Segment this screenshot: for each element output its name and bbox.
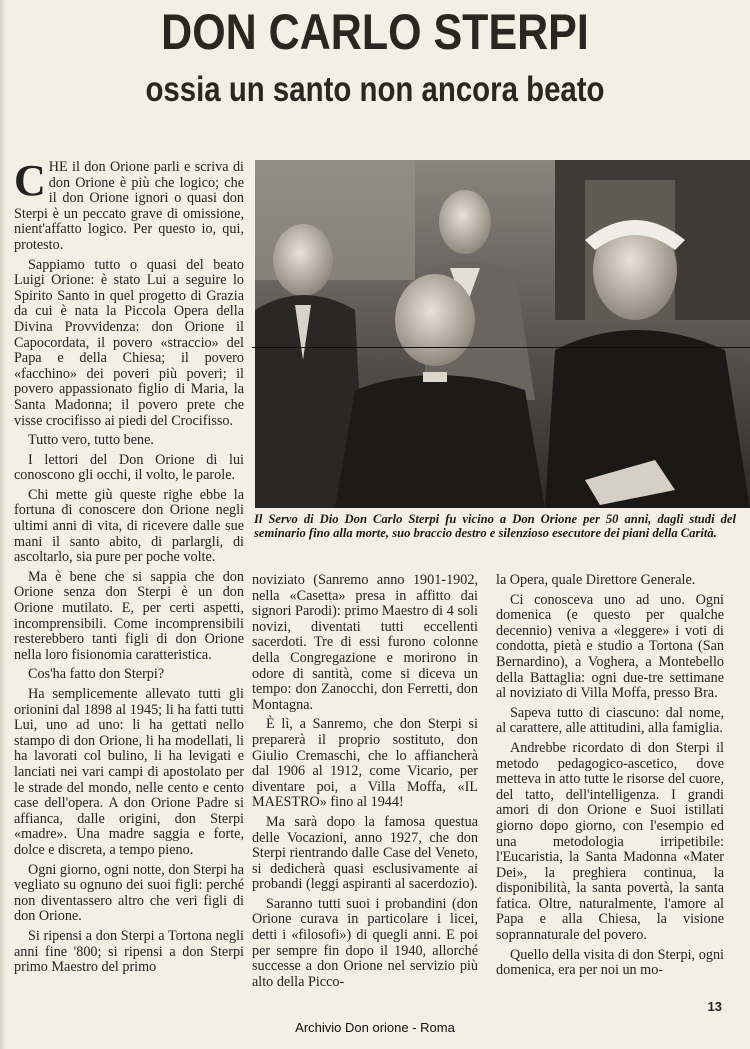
paragraph: Ha semplicemente allevato tutti gli orionini dal 1898 al 1945; li ha fatti tutti Lui, uno ad uno: li ha gettati nello stampo di don Orione, li ha modellati, li ha lavorati col bulino, li ha levigati e lanciati nei vari campi di apostolato per le strade del mondo, nelle cento e cento case dell'opera. A don Orione Padre si affianca, dalle origini, don Sterpi «madre». Una madre saggia e forte, dolce e discreta, a tempo pieno. [14, 686, 244, 858]
paragraph: la Opera, quale Direttore Generale. [496, 572, 696, 588]
article-title: DON CARLO STERPI [161, 4, 589, 60]
paragraph: Andrebbe ricordato di don Sterpi il metodo pedagogico-ascetico, dove metteva in atto tutte le risorse del cuore, del tatto, dell'intelligenza. I grandi amori di don Orione e Suoi istillati giorno dopo giorno, con l'esempio ed una metodologia irripetibile: l'Eucaristia, la Santa Madonna «Mater Dei», la preghiera continua, la disponibilità, la santa povertà, la santa fatica. Oltre, naturalmente, l'amore al Papa e alla Chiesa, la visione soprannaturale del povero. [496, 739, 724, 944]
paragraph: CHE il don Orione parli e scriva di don Orione è più che logico; che il don Orione ignori o quasi don Sterpi è un peccato grave di omissione, nient'affatto logico. Per questo io, qui, protesto. [14, 156, 244, 253]
paragraph: Tutto vero, tutto bene. [28, 432, 154, 449]
paragraph: Sapeva tutto di ciascuno: dal nome, al carattere, alle attitudini, alla famiglia. [496, 704, 724, 737]
photograph-sterpi-orione [255, 160, 750, 508]
photo-illustration [255, 160, 750, 508]
paragraph: noviziato (Sanremo anno 1901-1902, nella «Casetta» presa in affitto dai signori Parodi): primo Maestro di 4 soli novizi, diventati tutti eccellenti sacerdoti. Tre di essi furono colonne della Congregazione e morirono in odore di santità, come si diceva un tempo: don Zanocchi, don Ferretti, don Montagna. [252, 572, 478, 713]
scan-artifact-line [252, 347, 750, 348]
paragraph: Saranno tutti suoi i probandini (don Orione curava in particolare i licei, detti i «filosofi») di quegli anni. E poi per sempre fin dopo il 1940, allorché successe a don Orione nel servizio più alto della Picco- [252, 895, 478, 990]
page-number: 13 [707, 999, 722, 1014]
photo-caption: Il Servo di Dio Don Carlo Sterpi fu vicino a Don Orione per 50 anni, dagli studi del seminario fino alla morte, suo braccio destro e silenzioso esecutore dei piani della Carità. [254, 512, 736, 540]
paragraph: Sappiamo tutto o quasi del beato Luigi Orione: è stato Lui a seguire lo Spirito Santo in quel progetto di Grazia da cui è nata la Piccola Opera della Divina Provvidenza: don Orione il Capocordata, il povero «straccio» del Papa e della Chiesa; il povero «facchino» dei poveri più poveri; il povero appassionato figlio di Maria, la Santa Madonna; il povero prete che visse crocifisso ai piedi del Crocifisso. [14, 256, 244, 429]
paragraph: Cos'ha fatto don Sterpi? [28, 666, 165, 683]
article-subtitle: ossia un santo non ancora beato [145, 70, 605, 109]
paragraph: Ma è bene che si sappia che don Orione senza don Sterpi è un don Orione mutilato. E, per certi aspetti, incomprensibili. Come incomprensibili resterebbero tanti figli di don Orione nella loro fisionomia caratteristica. [14, 568, 244, 663]
archive-footer: Archivio Don orione - Roma [295, 1020, 455, 1035]
paragraph: È lì, a Sanremo, che don Sterpi si preparerà il proprio sostituto, don Giulio Cremaschi, che lo affiancherà dal 1906 al 1912, come Vicario, per diventare poi, a Villa Moffa, «IL MAESTRO» fino al 1944! [252, 716, 478, 811]
paragraph: Ma sarà dopo la famosa questua delle Vocazioni, anno 1927, che don Sterpi rientrando dalle Case del Veneto, si dedicherà quasi esclusivamente ai probandi (leggi aspiranti al sacerdozio). [252, 813, 478, 893]
paragraph: Ci conosceva uno ad uno. Ogni domenica (e questo per qualche decennio) veniva a «leggere» i voti di condotta, pietà e studio a Tortona (San Bernardino), a Voghera, a Montebello della Battaglia: ogni due-tre settimane al noviziato di Villa Moffa, presso Bra. [496, 591, 724, 702]
paragraph: Quello della visita di don Sterpi, ogni domenica, era per noi un mo- [496, 946, 724, 979]
paragraph: Ogni giorno, ogni notte, don Sterpi ha vegliato su ognuno dei suoi figli: perché non diventassero altro che veri figli di don Orione. [14, 861, 244, 925]
paragraph: Chi mette giù queste righe ebbe la fortuna di conoscere don Orione negli ultimi anni di vita, di ricevere dalle sue mani il santo abito, di parlargli, di ascoltarlo, sia pure per poche volte. [14, 486, 244, 566]
paragraph: Si ripensi a don Sterpi a Tortona negli anni fine '800; si ripensi a don Sterpi primo Maestro del primo [14, 927, 244, 976]
drop-cap: C [14, 156, 46, 205]
article-column-2 [252, 573, 478, 994]
paragraph: I lettori del Don Orione di lui conoscono gli occhi, il volto, le parole. [14, 451, 244, 484]
page-spine-shadow [0, 0, 6, 1049]
article-column-1 [14, 156, 244, 980]
article-column-3 [496, 573, 724, 983]
